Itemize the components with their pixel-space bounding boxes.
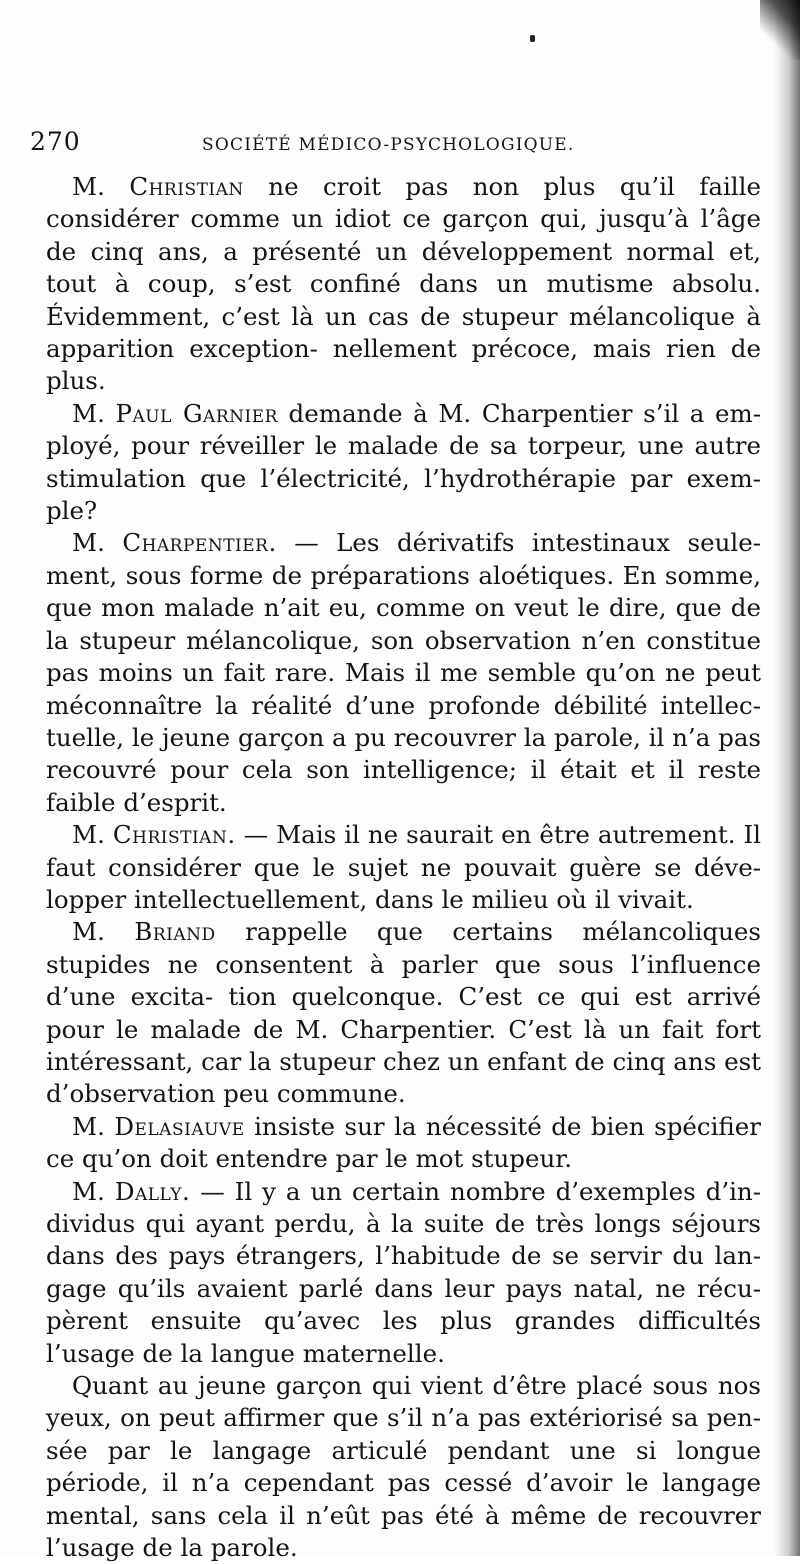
paragraph-lead: M. [72,1111,105,1141]
paragraph-text: — Il y a un certain nombre d’exemples d’in- dividus qui ayant perdu, à la suite de très longs séjours dans des pays étrangers, l’habitude de se servir du lan- gage qu’ils avaient parlé dans leur pays natal, ne récu- pèrent ensuite qu’avec les plus grandes difficultés l’usage de la langue maternelle. [46,1176,761,1368]
paragraph [46,1111,761,1176]
paragraph-lead: M. [72,528,105,558]
paragraph-lead: M. [72,917,105,947]
paragraph-text: — Mais il ne saurait en être autrement. Il faut considérer que le sujet ne pouvait guère se déve- lopper intellectuellement, dans le milieu où il vivait. [46,820,761,914]
paragraph [46,1370,761,1564]
speaker-name: Delasiauve [114,1111,245,1141]
speaker-name: Christian. [112,820,236,850]
speaker-name: Dally. [114,1176,191,1206]
paragraph [46,527,761,819]
running-title: SOCIÉTÉ MÉDICO-PSYCHOLOGIQUE. [202,135,575,155]
page-number: 270 [30,127,81,156]
page-edge-shadow [774,0,800,1556]
paragraph-lead: M. [72,398,105,428]
ink-speck [530,35,535,42]
paragraph-lead: M. [72,820,105,850]
body-text [46,171,761,1564]
paragraph-text: Quant au jeune garçon qui vient d’être placé sous nos yeux, on peut affirmer que s’il n’a pas extériorisé sa pen- sée par le langage articulé pendant une si longue période, il n’a cependant pas cessé d’avoir le langage mental, sans cela il n’eût pas été à même de recouvrer l’usage de la parole. [46,1371,761,1563]
paragraph [46,916,761,1110]
speaker-name: Paul Garnier [115,398,278,428]
paragraph-text: demande à M. Charpentier s’il a em- ployé, pour réveiller le malade de sa torpeur, une autre stimulation que l’électricité, l’hydrothérapie par exem- ple? [46,398,761,526]
paragraph-text: rappelle que certains mélancoliques stupides ne consentent à parler que sous l’influence d’une excita- tion quelconque. C’est ce qui est arrivé pour le malade de M. Charpentier. C’est là un fait fort intéressant, car la stupeur chez un enfant de cinq ans est d’observation peu commune. [46,917,762,1109]
page-header [30,127,775,167]
paragraph-text: insiste sur la nécessité de bien spécifier ce qu’on doit entendre par le mot stupeur. [46,1111,761,1174]
speaker-name: Charpentier. [122,528,277,558]
paragraph-lead: M. [72,1176,105,1206]
speaker-name: Briand [134,917,216,947]
paragraph-text: ne croit pas non plus qu’il faille considérer comme un idiot ce garçon qui, jusqu’à l’âge de cinq ans, a présenté un développement normal et, tout à coup, s’est confiné dans un mutisme absolu. Évidemment, c’est là un cas de stupeur mélancolique à apparition exception- nellement précoce, mais rien de plus. [46,172,761,396]
paragraph-text: — Les dérivatifs intestinaux seule- ment, sous forme de préparations aloétiques. En somme, que mon malade n’ait eu, comme on veut le dire, que de la stupeur mélancolique, son observation n’en constitue pas moins un fait rare. Mais il me semble qu’on ne peut méconnaître la réalité d’une profonde débilité intellec- tuelle, le jeune garçon a pu recouvrer la parole, il n’a pas recouvré pour cela son intelligence; il était et il reste faible d’esprit. [46,528,761,817]
paragraph [46,1176,761,1370]
paragraph [46,819,761,916]
speaker-name: Christian [129,172,244,201]
paragraph [46,171,761,398]
paragraph [46,398,761,528]
paragraph-lead: M. [72,172,105,201]
